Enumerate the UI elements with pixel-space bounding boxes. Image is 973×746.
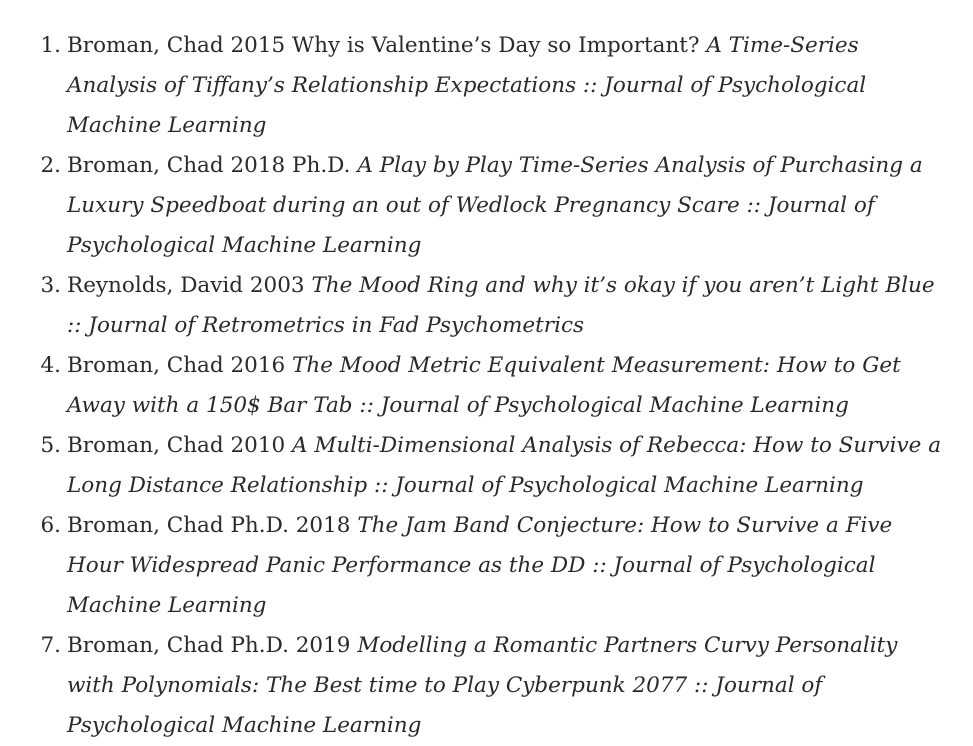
reference-number: 6.: [40, 513, 61, 538]
reference-authors: Reynolds, David 2003: [67, 273, 305, 298]
reference-authors: Broman, Chad 2016: [67, 353, 286, 378]
reference-title: Modelling a Romantic Partners Curvy Personality with Polynomials: The Best time to Play Cyberpunk 2077 :: Journal of Psychological Machine Learning: [67, 633, 898, 738]
reference-title: The Mood Ring and why it’s okay if you aren’t Light Blue :: Journal of Retrometrics in Fad Psychometrics: [67, 273, 935, 338]
reference-item-5: [0, 426, 949, 506]
reference-item-3: [0, 266, 949, 346]
reference-item-1: [0, 26, 949, 146]
reference-authors: Broman, Chad Ph.D. 2018: [67, 513, 351, 538]
reference-item-7: [0, 626, 949, 746]
reference-title: A Play by Play Time-Series Analysis of Purchasing a Luxury Speedboat during an out of Wedlock Pregnancy Scare :: Journal of Psychological Machine Learning: [67, 153, 923, 258]
reference-text: [67, 506, 949, 626]
reference-number: 5.: [40, 433, 61, 458]
reference-text: [67, 26, 949, 146]
reference-number: 4.: [40, 353, 61, 378]
reference-authors: Broman, Chad Ph.D. 2019: [67, 633, 351, 658]
reference-title: The Mood Metric Equivalent Measurement: How to Get Away with a 150$ Bar Tab :: Journal of Psychological Machine Learning: [67, 353, 901, 418]
reference-authors: Broman, Chad 2018 Ph.D.: [67, 153, 351, 178]
reference-number: 2.: [40, 153, 61, 178]
reference-text: [67, 346, 949, 426]
reference-text: [67, 626, 949, 746]
reference-text: [67, 426, 949, 506]
reference-item-2: [0, 146, 949, 266]
reference-item-6: [0, 506, 949, 626]
reference-authors: Broman, Chad 2015 Why is Valentine’s Day so Important?: [67, 33, 700, 58]
reference-item-4: [0, 346, 949, 426]
reference-number: 3.: [40, 273, 61, 298]
reference-text: [67, 266, 949, 346]
reference-title: A Time-Series Analysis of Tiffany’s Relationship Expectations :: Journal of Psychological Machine Learning: [67, 33, 867, 138]
reference-number: 7.: [40, 633, 61, 658]
reference-authors: Broman, Chad 2010: [67, 433, 286, 458]
reference-number: 1.: [40, 33, 61, 58]
reference-title: The Jam Band Conjecture: How to Survive a Five Hour Widespread Panic Performance as the DD :: Journal of Psychological Machine Learning: [67, 513, 893, 618]
reference-text: [67, 146, 949, 266]
reference-title: A Multi-Dimensional Analysis of Rebecca: How to Survive a Long Distance Relationship :: Journal of Psychological Machine Learning: [67, 433, 942, 498]
